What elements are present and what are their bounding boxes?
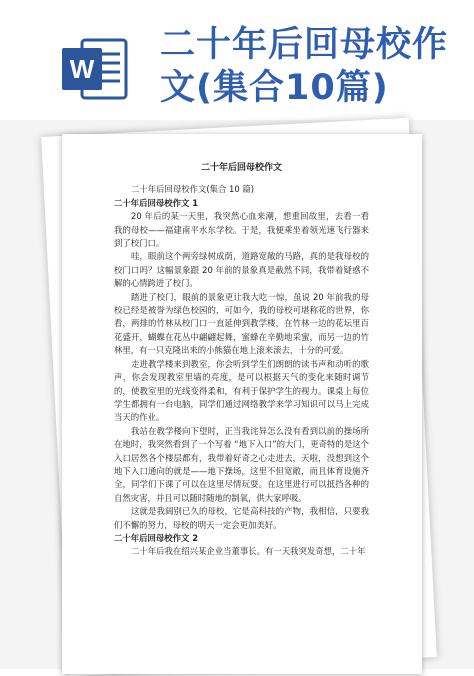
banner-title xyxy=(160,24,470,110)
page-fade xyxy=(62,604,422,674)
paragraph: 哇，眼前这个两旁绿树成荫，道路宽敞的马路，真的是我母校的校门口吗？这幅景象跟 20 年前的景象真是截然不同，我带着疑惑不解的心情跨进了校门。 xyxy=(114,251,369,289)
document-page xyxy=(62,134,422,674)
paragraph: 20 年后的某一天里，我突然心血来潮，想重回故里，去看一看我的母校——福建南平水东学校。于是，我便乘坐着领光速飞行器来到了校门口。 xyxy=(114,211,369,249)
paragraph: 二十年后我在绍兴某企业当董事长。有一天我突发奇想，二十年 xyxy=(131,546,366,557)
paragraph: 这就是我阔别已久的母校，它是高科技的产物，我相信，只要我们不懈的努力，母校的明天一定会更加美好。 xyxy=(114,506,369,530)
logo-letter: W xyxy=(69,54,95,84)
paragraph: 我站在教学楼向下望时，正当我诧异怎么没有看到以前的操场所在地时，我突然看到了一个写着 “地下入口”的大门，更奇特的是这个入口居然各个楼层都有，我带着好奇之心走进去，天啦，没想到这个地下入口通向的就是——地下操场，这里不但宽敞，而且体育设施齐全，同学们下课了可以在这里尽情玩耍。在这里进行可以抵挡各种的自然灾害，并且可以随时随地的制氧，供大家呼吸。 xyxy=(114,425,369,503)
section-heading-2: 二十年后回母校作文 2 xyxy=(114,532,199,543)
paragraph: 踏进了校门，眼前的景象更让我大吃一惊，虽说 20 年前我的母校已经是被誉为绿色校园的，可如今，我的母校可堪称花的世界，你看，两排的竹林从校门口一直延伸到教学楼，在竹林一边的花坛里百花盛开，蝴蝶在花丛中翩翩起舞，蜜蜂在辛勤地采蜜，而另一边的竹林里，有一只克隆出来的小熊猫在地上滚来滚去，十分的可爱。 xyxy=(114,291,369,356)
document-body xyxy=(114,162,369,559)
banner-title-line2: 文(集合10篇) xyxy=(160,68,389,108)
section-heading-1: 二十年后回母校作文 1 xyxy=(114,197,199,208)
document-subtitle: 二十年后回母校作文(集合 10 篇) xyxy=(131,184,255,195)
document-title: 二十年后回母校作文 xyxy=(200,163,282,173)
banner xyxy=(0,0,474,120)
banner-title-line1: 二十年后回母校作 xyxy=(160,25,449,65)
paragraph: 走进教学楼来到教室，你会听到学生们朗朗的读书声和动听的歌声，你会发现教室里墙的亮度，是可以根据天气的变化来随时调节的，使教室里的光线变得柔和，有利于保护学生的视力。课桌上每位学生都拥有一台电脑，同学们通过网络教学来学习知识可以马上完成当天的作业。 xyxy=(114,358,369,423)
word-document-icon xyxy=(60,34,130,104)
